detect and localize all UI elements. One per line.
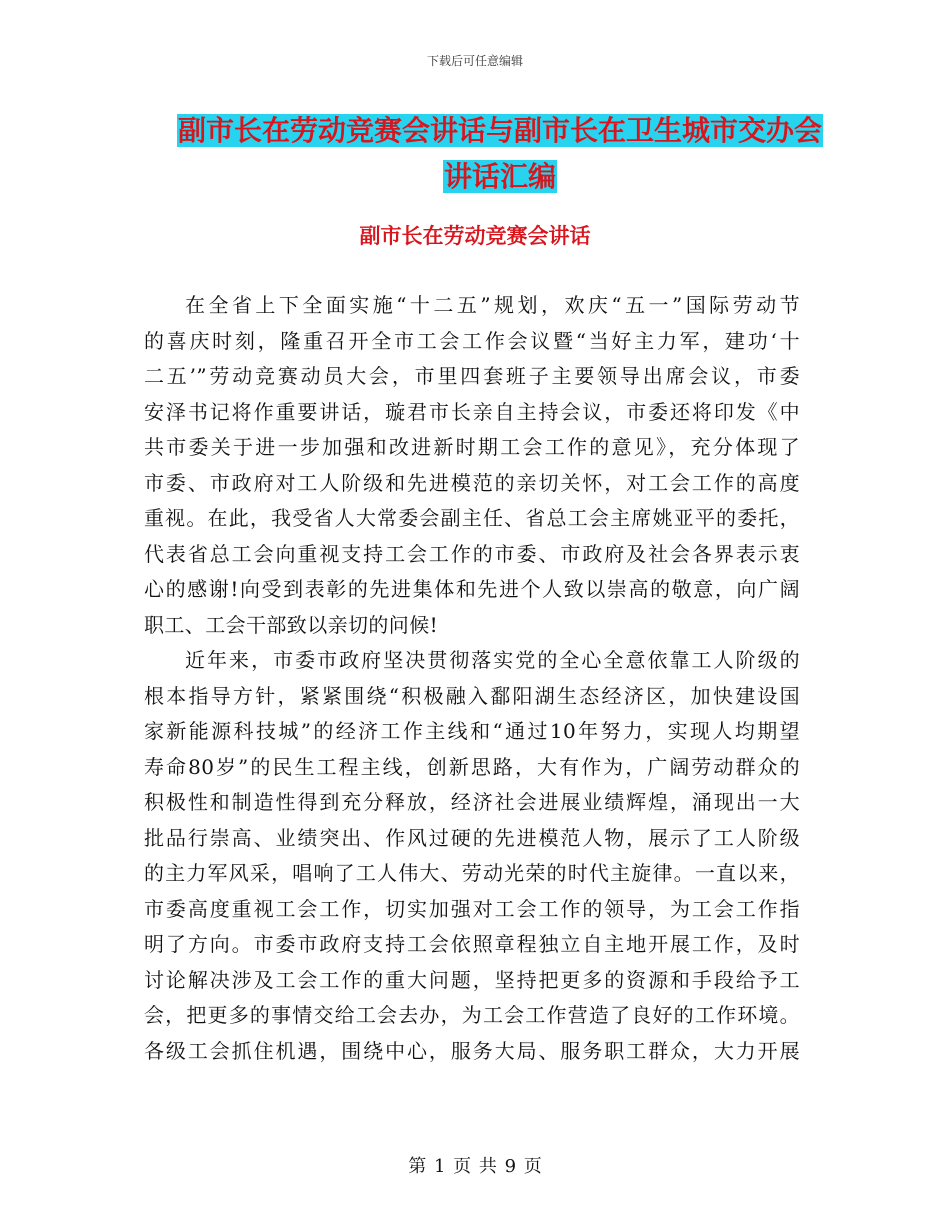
header-note: 下载后可任意编辑 [426, 54, 523, 68]
text-line: 二五’”劳动竞赛动员大会，市里四套班子主要领导出席会议，市委 [144, 364, 800, 388]
page-footer: 第 1 页 共 9 页 [408, 1156, 542, 1177]
text-line: 的主力军风采，唱响了工人伟大、劳动光荣的时代主旋律。一直以来， [144, 861, 800, 885]
text-line: 讨论解决涉及工会工作的重大问题，坚持把更多的资源和手段给予工 [144, 967, 800, 992]
text-line: 寿命80岁”的民生工程主线，创新思路，大有作为，广阔劳动群众的 [144, 754, 800, 779]
text-line: 根本指导方针，紧紧围绕“积极融入鄱阳湖生态经济区，加快建设国 [144, 683, 800, 708]
text-line: 共市委关于进一步加强和改进新时期工会工作的意见》，充分体现了 [144, 435, 800, 459]
text-line: 心的感谢!向受到表彰的先进集体和先进个人致以崇高的敬意，向广阔 [144, 577, 800, 601]
text-line: 各级工会抓住机遇，围绕中心，服务大局、服务职工群众，大力开展 [144, 1038, 800, 1063]
document-title [150, 108, 850, 200]
text-line: 近年来，市委市政府坚决贯彻落实党的全心全意依靠工人阶级的 [185, 648, 800, 672]
text-line: 批品行崇高、业绩突出、作风过硬的先进模范人物，展示了工人阶级 [144, 825, 800, 850]
body-text [144, 288, 800, 1069]
text-line: 重视。在此，我受省人大常委会副主任、省总工会主席姚亚平的委托， [144, 506, 800, 530]
title-line-1: 副市长在劳动竞赛会讲话与副市长在卫生城市交办会 [177, 114, 822, 147]
text-line: 的喜庆时刻，隆重召开全市工会工作会议暨“当好主力军，建功‘十 [144, 328, 800, 353]
section-title: 副市长在劳动竞赛会讲话 [359, 224, 591, 248]
text-line: 市委高度重视工会工作，切实加强对工会工作的领导，为工会工作指 [144, 896, 800, 921]
text-line: 代表省总工会向重视支持工会工作的市委、市政府及社会各界表示衷 [144, 541, 800, 566]
text-line: 市委、市政府对工人阶级和先进模范的亲切关怀，对工会工作的高度 [144, 470, 800, 495]
text-line: 积极性和制造性得到充分释放，经济社会进展业绩辉煌，涌现出一大 [144, 790, 800, 814]
text-line: 家新能源科技城”的经济工作主线和“通过10年努力，实现人均期望 [144, 719, 800, 743]
text-line: 会，把更多的事情交给工会去办，为工会工作营造了良好的工作环境。 [144, 1003, 800, 1027]
text-line: 安泽书记将作重要讲话，璇君市长亲自主持会议，市委还将印发《中 [144, 399, 800, 424]
title-line-2: 讲话汇编 [443, 160, 556, 193]
text-line: 在全省上下全面实施“十二五”规划，欢庆“五一”国际劳动节 [185, 293, 800, 317]
text-line: 明了方向。市委市政府支持工会依照章程独立自主地开展工作，及时 [144, 932, 800, 956]
text-line: 职工、工会干部致以亲切的问候! [144, 612, 439, 637]
